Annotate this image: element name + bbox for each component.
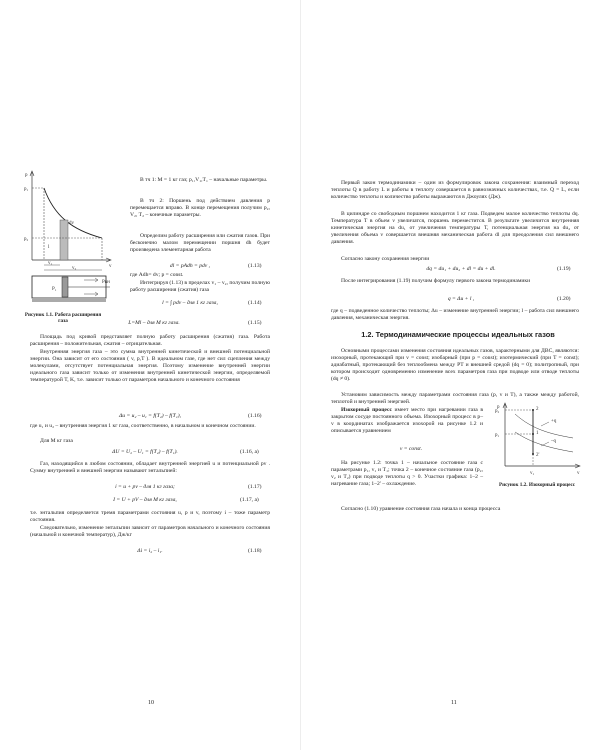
para-figure-points: На рисунке 1.2: точка 1 – начальное состояние газа с параметрами p₁, v₁ и T₁; точка 2 – конечное состояние газа (p₂, v₂ и T₂) при подводе теплоты q > 0. Участки графика: 1–2 – нагревание газа; 1–2' – охлаждение. xyxy=(331,460,483,487)
para-internal-energy: Внутренняя энергия газа – это сумма внутренней кинетической и внешней потенциальной энергии. Она зависит от его состояния ( v, p,T ). В идеальном газе, где нет сил сцепления между молекулами, отсутствует потенциальная энергия. Поэтому изменение внутренней энергии идеального газа зависит только от изменения внутренней кинетической энергии, определяемой температурой T, K, т.е. зависит только от параметров начального и конечного состояния xyxy=(30,349,270,383)
isochoric-description: имеет место при нагревании газа в закрытом сосуде постоянного объема. Изохорный процесс в p–v в координатах изображается изохорой на рисунке 1.2 и описывается уравнением xyxy=(331,407,483,434)
fig1-label-p2: p₂ xyxy=(24,237,29,242)
fig1-label-p1b: P₁ xyxy=(52,287,57,292)
equation-1-19: dq = du₁ + du₂ + dl = du + dl. xyxy=(426,266,496,272)
fig1-label-pvn: Pвн xyxy=(102,280,110,285)
para-enthalpy: Газ, находящийся в любом состоянии, обладает внутренней энергией u и потенциальной pv . Сумму внутренней и внешней энергии называют энтальпией: xyxy=(30,461,270,474)
para-first-law: Первый закон термодинамики – один из формулировок закона сохранения: взаимный переход теплоты Q в работу L и работы в теплоту совершается в равнозначных количествах, т.е. Q = L, если количество теплоты и количество работы выражаются в Джоулях (Дж). xyxy=(331,180,579,200)
equation-1-16: Δu = u₂ – u₁ = f(T₂) – f(T₁), xyxy=(119,413,181,419)
equation-1-15-number: (1.15) xyxy=(248,320,262,326)
para-dependence: Установим зависимость между параметрами состояния газа (p, v и T), а также между работой, теплотой и внутренней энергией. xyxy=(331,392,579,405)
equation-1-17a-number: (1.17, а) xyxy=(240,497,259,503)
para-where-q: где q – подведенное количество теплоты; Δu – изменение внутренней энергии; l – работа сил внешнего давления, механическая энергия. xyxy=(331,308,579,321)
equation-1-14: l = ∫ pdv – для 1 кг газа, xyxy=(162,300,218,306)
text-work-definition: Определим работу расширения или сжатия газов. При бесконечно малом перемещении поршня dh будет произведена элементарная работа xyxy=(130,233,270,253)
equation-1-15: L=Ml – для M кг газа. xyxy=(128,320,180,326)
equation-1-19-number: (1.19) xyxy=(557,266,571,272)
para-area: Площадь под кривой представляет полную работу расширения (сжатия) газа. Работа расширения – положительная, сжатия – отрицательная. xyxy=(30,334,270,347)
para-equation-of-state: Согласно (1.10) уравнение состояния газа начала и конца процесса xyxy=(341,506,501,512)
equation-1-18: Δi = i₂ – i₁. xyxy=(137,548,163,554)
fig2-label-plus-q: +q xyxy=(551,419,557,424)
equation-1-13: dl = pAdh = pdv , xyxy=(169,263,211,269)
equation-1-14-number: (1.14) xyxy=(248,300,262,306)
para-for-m-kg: Для M кг газа xyxy=(40,438,73,444)
page-number-left: 10 xyxy=(148,700,154,706)
fig1-label-v: v xyxy=(109,264,112,269)
fig2-label-p1: p₁ xyxy=(495,433,500,438)
para-conservation: Согласно закону сохранения энергии xyxy=(341,256,430,262)
text-point-1: В тч 1: M = 1 кг газ; p₁,V₁,T₁ – начальные параметры. xyxy=(140,177,268,183)
fig1-label-p1: p₁ xyxy=(24,187,29,192)
fig2-isotherm-upper xyxy=(515,414,573,438)
equation-1-16a: ΔU = U₂ – U₁ = f(T₂) – f(T₁). xyxy=(112,449,178,455)
equation-1-17a: I = U + pV – для M кг газа, xyxy=(113,497,177,503)
text-point-2: В тч 2: Поршень под действием давления p перемещается вправо. В конце перемещения получим p₂, V₂, T₂ – конечные параметры. xyxy=(130,198,270,218)
para-enthalpy-change: Следовательно, изменение энтальпии зависит от параметров начального и конечного состояния (начальной и конечной температур), Дж/кг xyxy=(30,525,270,538)
para-cylinder: В цилиндре со свободным поршнем находится 1 кг газа. Подведем малое количество теплоты dq. Температура T в объем v увеличатся, поршень переместится. В результате увеличится внутренняя кинетическая энергия на du₁ от увеличения температуры T, потенциальная энергия на du₂ от увеличения объема v совершается внешняя механическая работа dl для преодоления сил внешнего давления. xyxy=(331,211,579,245)
para-enthalpy-params: т.е. энтальпия определяется тремя параметрами состояния u, p и v, поэтому i – тоже параметр состояния. xyxy=(30,510,270,523)
figure-1-2 xyxy=(493,400,583,480)
page-number-right: 11 xyxy=(451,700,457,706)
para-isochoric xyxy=(331,407,483,435)
fig2-label-v: v xyxy=(577,471,580,476)
equation-1-20: q = Δu + l , xyxy=(447,296,475,302)
fig1-piston xyxy=(62,277,68,297)
right-page xyxy=(300,0,600,750)
section-heading: 1.2. Термодинамические процессы идеальных газов xyxy=(361,330,555,339)
equation-1-18-number: (1.18) xyxy=(248,548,262,554)
fig2-label-2: 2 xyxy=(536,407,539,412)
fig1-label-v2: v₂ xyxy=(72,266,77,271)
para-main-processes: Основными процессами изменения состояния идеальных газов, характерными для ДВС, являются: изохорный, протекающий при v = const; изобарный (при p = const); изотермический (при T = const); адиабатный, протекающий без теплообмена между РТ и внешней средой (dq = 0); политропный, при котором происходит одновременно изменение всех параметров газа при подводе или отводе теплоты (dq ≠ 0). xyxy=(331,348,579,382)
figure-1-1 xyxy=(24,168,116,316)
isochoric-term: Изохорный процесс xyxy=(341,407,392,413)
fig1-label-p: p xyxy=(25,173,28,178)
equation-1-16-number: (1.16) xyxy=(248,413,262,419)
fig2-label-2prime: 2' xyxy=(536,453,540,458)
fig2-isotherm-lower xyxy=(515,432,573,452)
equation-1-20-number: (1.20) xyxy=(557,296,571,302)
equation-1-13-number: (1.13) xyxy=(248,263,262,269)
text-where-adh: где Adh= dv; p = const. xyxy=(130,272,184,278)
text-integration: Интегрируя (1.13) в пределах v₁ – v₂, получим полную работу расширения (сжатия) газа xyxy=(130,280,270,293)
fig1-work-area xyxy=(60,220,68,260)
fig2-label-1: 1 xyxy=(536,431,539,436)
equation-1-16a-number: (1.16, а) xyxy=(240,449,259,455)
fig2-label-minus-q: –q xyxy=(551,439,556,444)
fig1-label-l: l xyxy=(48,245,50,250)
figure-1-2-caption: Рисунок 1.2. Изохорный процесс xyxy=(498,482,576,488)
fig2-label-p: p xyxy=(497,405,500,410)
fig1-label-dv: dv xyxy=(69,221,74,226)
equation-1-17: i = u + pv – для 1 кг газа; xyxy=(115,484,175,490)
para-after-integration: После интегрирования (1.19) получим формулу первого закона термодинамики xyxy=(341,278,531,284)
fig1-expansion-curve xyxy=(44,188,102,238)
para-where-u: где u₁ и u₂ – внутренняя энергия 1 кг газа, соответственно, в начальном и конечном состоянии. xyxy=(30,423,256,429)
equation-1-17-number: (1.17) xyxy=(248,484,262,490)
fig1-label-v1: v₁ xyxy=(48,261,53,266)
equation-v-const: v = const. xyxy=(399,446,423,452)
fig2-label-p2: p₂ xyxy=(495,409,500,414)
figure-1-1-caption: Рисунок 1.1. Работа расширения газа xyxy=(24,312,102,325)
fig2-label-v1: v₁ xyxy=(530,471,535,476)
